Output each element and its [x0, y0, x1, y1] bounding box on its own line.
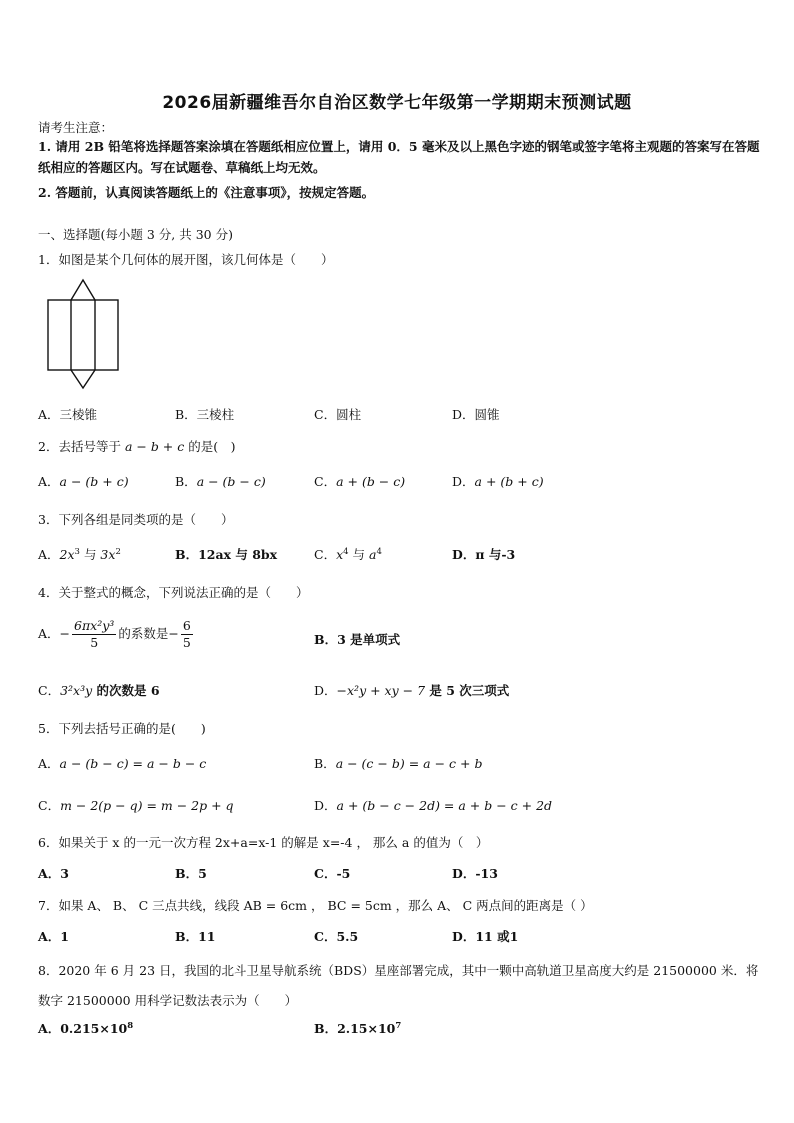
q3-a-exp2: 2: [115, 546, 121, 557]
question-6-stem: 6．如果关于 x 的一元一次方程 2x+a=x-1 的解是 x=-4 ， 那么 a 的值为（ ）: [38, 835, 489, 850]
q2-option-d-expr: a + (b + c): [474, 474, 544, 489]
q4-a-coef-denominator: 5: [182, 635, 191, 650]
prism-net-figure: [45, 278, 121, 390]
q8-option-b[interactable]: [314, 1019, 401, 1037]
question-5-stem: 5．下列去括号正确的是( ): [38, 721, 206, 736]
q7-option-c[interactable]: C．5.5: [314, 929, 359, 944]
q3-c-term2: a: [369, 547, 377, 562]
q3-c-connector: 与: [348, 547, 370, 562]
q4-a-text: 的系数是−: [118, 626, 179, 641]
q3-option-b[interactable]: B．12ax 与 8bx: [175, 547, 278, 562]
q7-option-a[interactable]: A．1: [38, 929, 69, 944]
q5-option-d-expr: a + (b − c − 2d) = a + b − c + 2d: [336, 798, 553, 813]
q5-option-c[interactable]: [38, 796, 234, 814]
q5-option-d-label: D．: [314, 798, 337, 813]
q2-option-c-expr: a + (b − c): [336, 474, 406, 489]
q4-a-coef-fraction: [181, 618, 193, 651]
q2-option-c-label: C．: [314, 474, 337, 489]
q2-option-a-label: A．: [38, 474, 60, 489]
question-8-stem: 8．2020 年 6 月 23 日，我国的北斗卫星导航系统（BDS）星座部署完成，其中一颗中高轨道卫星高度大约是 21500000 米．将数字 21500000 用科学记数法表示为（ ）: [38, 963, 759, 1008]
q5-option-b-expr: a − (c − b) = a − c + b: [335, 756, 483, 771]
q3-c-term1: x: [336, 547, 344, 562]
q4-a-coef-numerator: 6: [182, 618, 191, 633]
q2-option-d[interactable]: [452, 472, 544, 490]
q2-stem-pre: 2．去括号等于: [38, 439, 121, 454]
q2-option-a[interactable]: [38, 472, 129, 490]
notice-heading: 请考生注意：: [38, 120, 114, 135]
q8-option-b-label: B．2.15×10: [314, 1021, 396, 1036]
q6-option-b[interactable]: B．5: [175, 866, 207, 881]
q2-option-b[interactable]: [175, 472, 266, 490]
q3-c-exp2: 4: [376, 546, 382, 557]
q1-option-d[interactable]: D．圆锥: [452, 407, 500, 422]
q1-option-b[interactable]: B．三棱柱: [175, 407, 235, 422]
q1-option-a[interactable]: A．三棱锥: [38, 407, 98, 422]
q3-a-term2: 3x: [100, 547, 116, 562]
q8-option-a[interactable]: [38, 1019, 133, 1037]
q4-option-c-label: C．: [38, 683, 61, 698]
q8-b-exponent: 7: [395, 1020, 402, 1031]
q4-c-expr: 3²x³y: [60, 683, 93, 698]
q5-option-a[interactable]: [38, 754, 206, 772]
q3-c-exp1: 4: [343, 546, 349, 557]
question-7-stem: 7．如果 A、 B、 C 三点共线，线段 AB = 6cm ， BC = 5cm ，那么 A、 C 两点间的距离是（ ）: [38, 898, 593, 913]
q4-option-b[interactable]: B．3 是单项式: [314, 632, 401, 647]
q2-stem-expr: a − b + c: [124, 439, 185, 454]
q4-d-expr: −x²y + xy − 7: [336, 683, 426, 698]
q2-option-a-expr: a − (b + c): [59, 474, 129, 489]
q4-a-denominator: 5: [90, 635, 99, 650]
page-title: 2026届新疆维吾尔自治区数学七年级第一学期期末预测试题: [162, 93, 632, 113]
q3-option-c-label: C．: [314, 547, 337, 562]
notice-item-2: 2. 答题前，认真阅读答题纸上的《注意事项》，按规定答题。: [38, 185, 375, 200]
q3-a-term1: 2x: [59, 547, 75, 562]
q7-option-d[interactable]: D．11 或1: [452, 929, 519, 944]
q4-a-fraction: [72, 618, 116, 651]
q5-option-c-expr: m − 2(p − q) = m − 2p + q: [60, 798, 234, 813]
q5-option-a-label: A．: [38, 756, 60, 771]
section-heading: 一、选择题(每小题 3 分, 共 30 分): [38, 227, 233, 242]
q5-option-a-expr: a − (b − c) = a − b − c: [59, 756, 207, 771]
q8-option-a-label: A．0.215×10: [38, 1021, 128, 1036]
q3-a-exp1: 3: [74, 546, 80, 557]
q3-option-d[interactable]: D．π 与-3: [452, 547, 516, 562]
q4-option-a[interactable]: A．− $\frac{\text{6πx²y³}}{5}$ 的系数是− $\frac{6}{5}$: [38, 618, 191, 650]
q5-option-b-label: B．: [314, 756, 336, 771]
q4-c-text: 的次数是 6: [92, 683, 160, 698]
q3-option-a-label: A．: [38, 547, 60, 562]
q8-a-exponent: 8: [127, 1020, 134, 1031]
q3-a-connector: 与: [79, 547, 101, 562]
q6-option-c[interactable]: C．-5: [314, 866, 351, 881]
q4-option-a-label: A．: [38, 626, 60, 641]
q6-option-a[interactable]: A．3: [38, 866, 69, 881]
notice-item-1: 1. 请用 2B 铅笔将选择题答案涂填在答题纸相应位置上，请用 0．5 毫米及以上黑色字迹的钢笔或签字笔将主观题的答案写在答题纸相应的答题区内。写在试题卷、草稿纸上均无效。: [38, 139, 760, 175]
question-1-stem: 1．如图是某个几何体的展开图，该几何体是（ ）: [38, 252, 334, 267]
q3-option-c[interactable]: [314, 545, 382, 563]
q1-option-c[interactable]: C．圆柱: [314, 407, 362, 422]
q7-option-b[interactable]: B．11: [175, 929, 216, 944]
q2-option-b-expr: a − (b − c): [196, 474, 266, 489]
q4-a-numerator: 6πx²y³: [74, 618, 115, 633]
q2-option-c[interactable]: [314, 472, 405, 490]
question-4-stem: 4．关于整式的概念，下列说法正确的是（ ）: [38, 585, 309, 600]
q2-option-b-label: B．: [175, 474, 197, 489]
q4-option-d-label: D．: [314, 683, 337, 698]
q5-option-c-label: C．: [38, 798, 61, 813]
q4-option-c[interactable]: [38, 681, 160, 699]
q5-option-d[interactable]: [314, 796, 552, 814]
q2-stem-post: 的是( ): [188, 439, 236, 454]
question-2-stem: [38, 437, 236, 455]
q3-option-a[interactable]: [38, 545, 121, 563]
q2-option-d-label: D．: [452, 474, 475, 489]
q5-option-b[interactable]: [314, 754, 482, 772]
question-3-stem: 3．下列各组是同类项的是（ ）: [38, 512, 234, 527]
q4-option-d[interactable]: [314, 681, 509, 699]
q6-option-d[interactable]: D．-13: [452, 866, 498, 881]
q4-d-text: 是 5 次三项式: [425, 683, 510, 698]
